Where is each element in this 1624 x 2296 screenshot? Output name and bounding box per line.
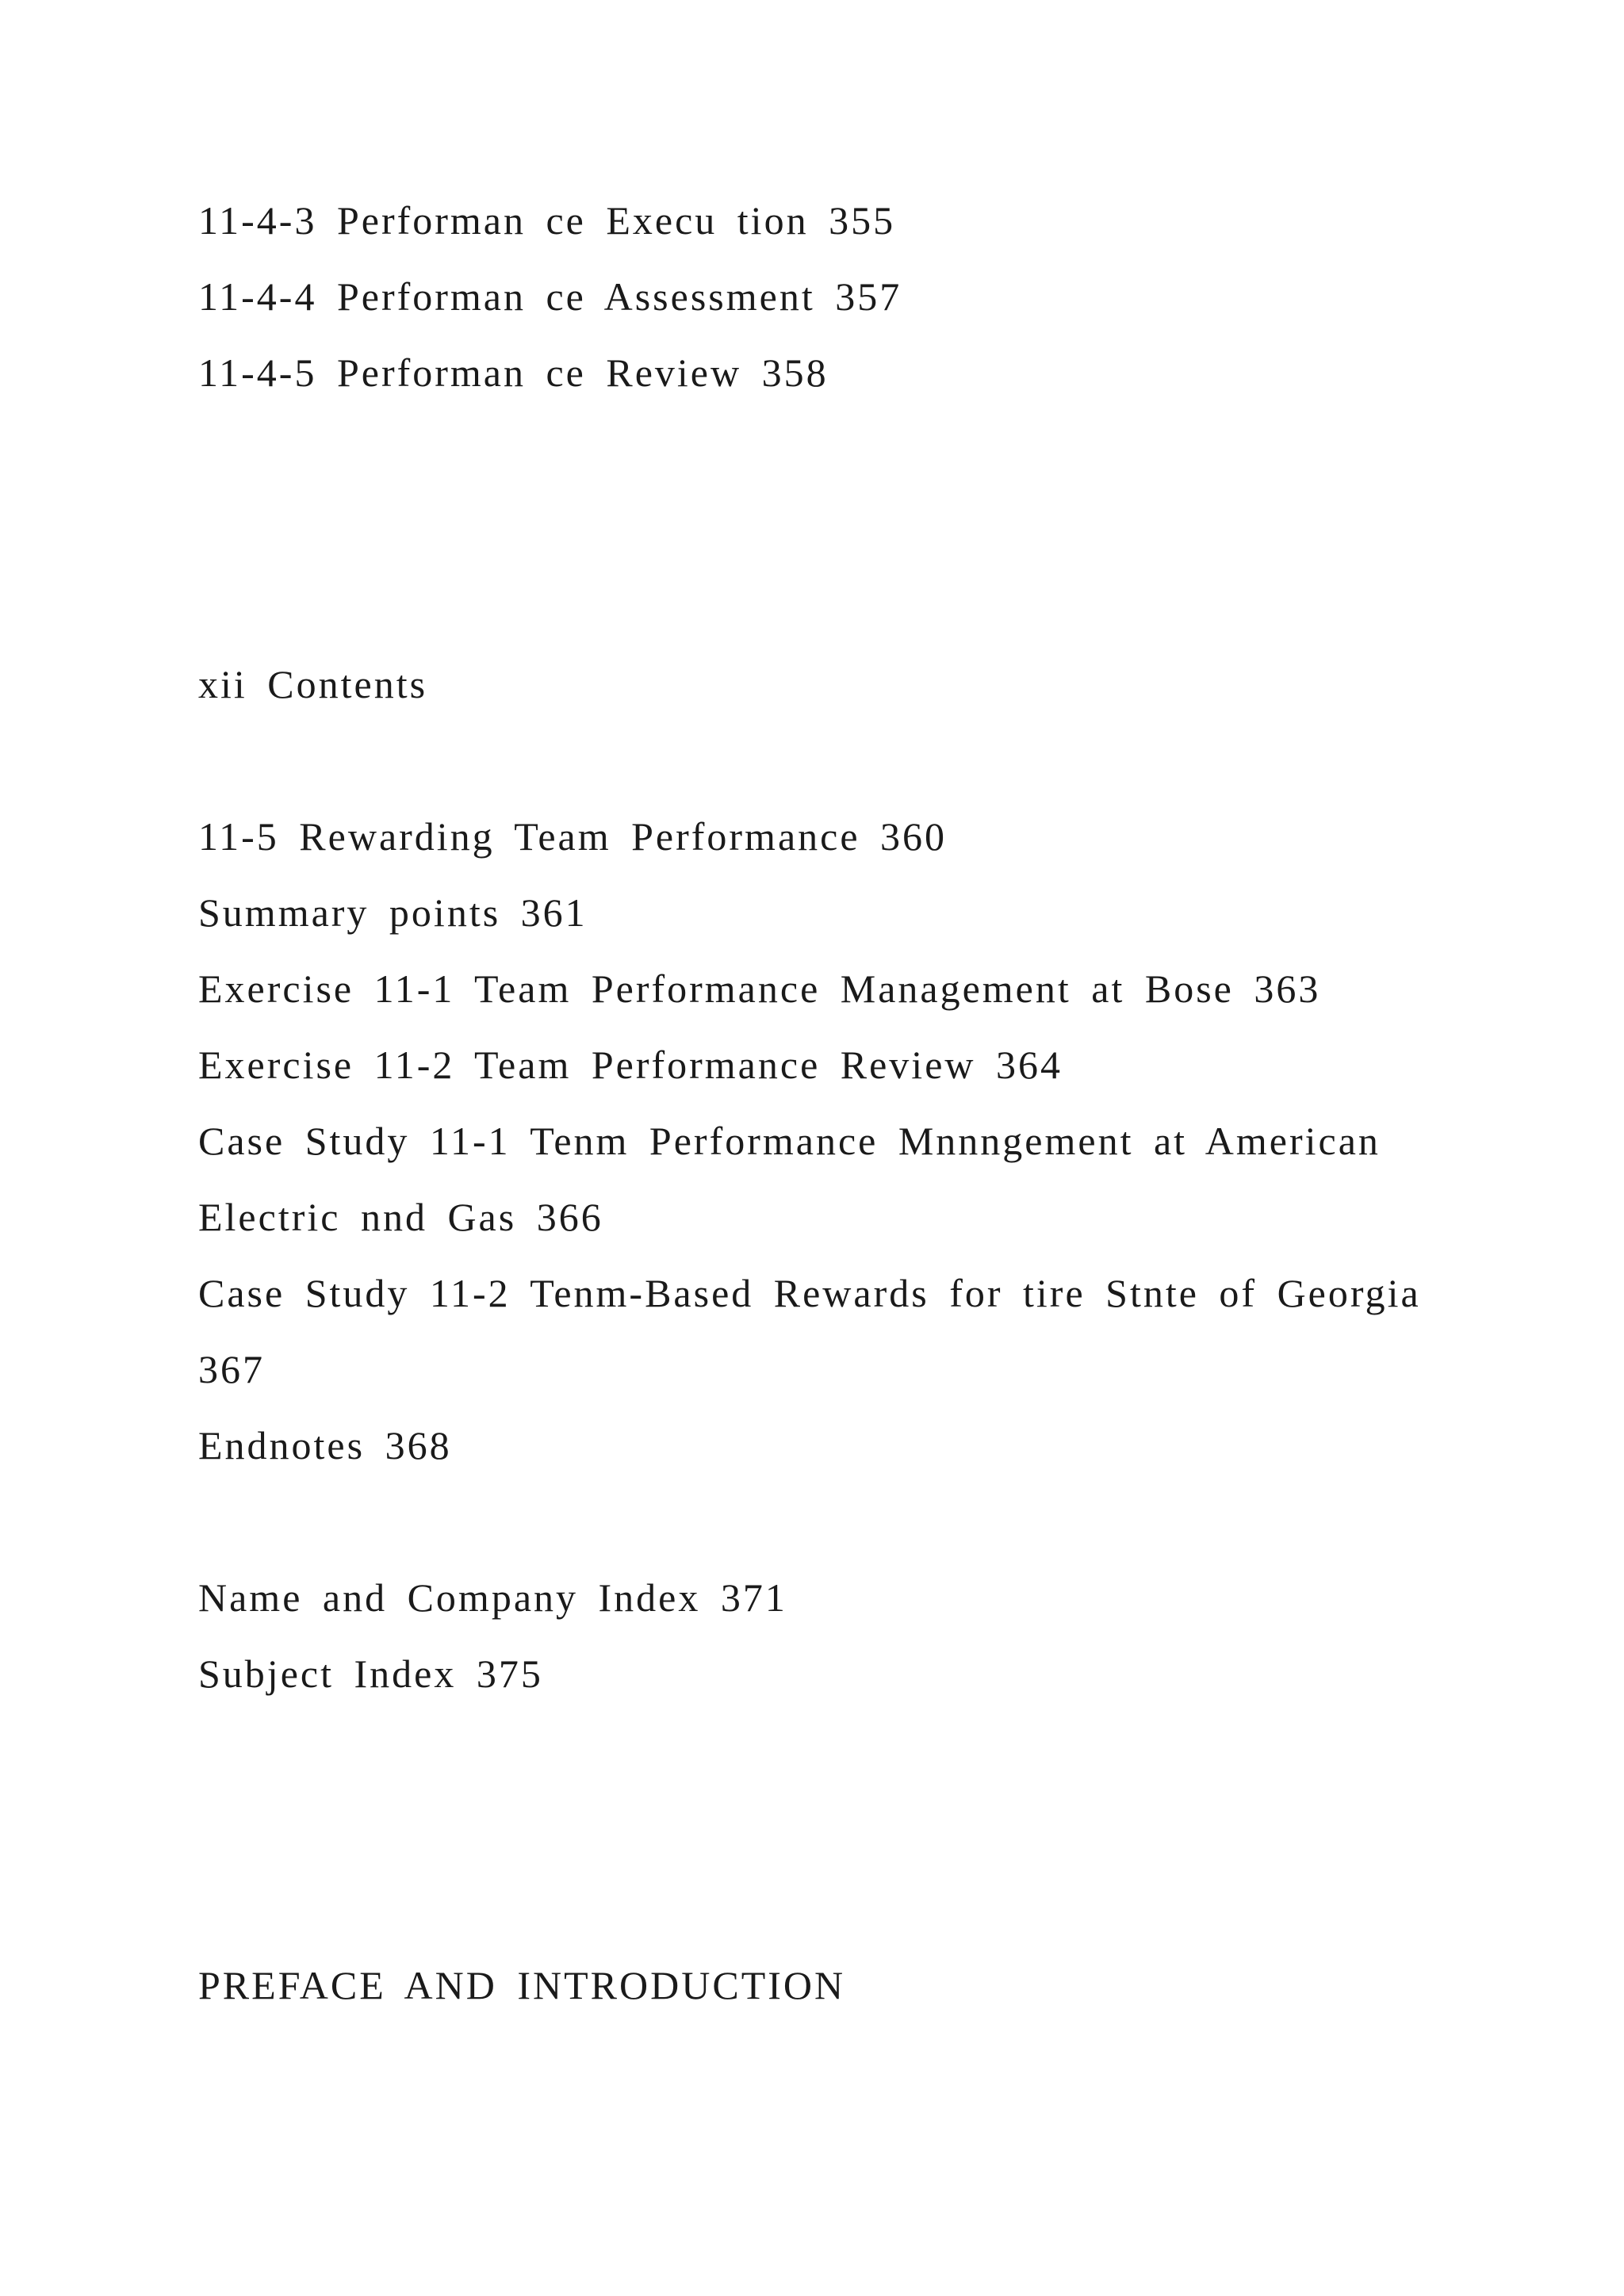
toc-entry-11-4-5: 11-4-5 Performan ce Review 358: [198, 350, 829, 395]
toc-entry-summary-points: Summary points 361: [198, 890, 588, 935]
section-heading: PREFACE AND INTRODUCTION: [198, 1963, 846, 2007]
toc-entry-exercise-11-2: Exercise 11-2 Team Performance Review 364: [198, 1043, 1063, 1087]
toc-entry-name-company-index: Name and Company Index 371: [198, 1575, 787, 1620]
toc-entry-11-5: 11-5 Rewarding Team Performance 360: [198, 814, 948, 859]
toc-entry-11-4-4: 11-4-4 Performan ce Assessment 357: [198, 274, 902, 319]
toc-entry-subject-index: Subject Index 375: [198, 1651, 543, 1696]
toc-entry-case-study-11-1-cont: Electric nnd Gas 366: [198, 1195, 603, 1239]
toc-entry-exercise-11-1: Exercise 11-1 Team Performance Management at Bose 363: [198, 966, 1321, 1011]
toc-entry-11-4-3: 11-4-3 Performan ce Execu tion 355: [198, 198, 896, 243]
toc-entry-case-study-11-1: Case Study 11-1 Tenm Performance Mnnngement at American: [198, 1119, 1381, 1163]
toc-entry-endnotes: Endnotes 368: [198, 1423, 452, 1468]
running-header: xii Contents: [198, 662, 428, 706]
toc-entry-case-study-11-2: Case Study 11-2 Tenm-Based Rewards for tire Stnte of Georgia: [198, 1271, 1421, 1315]
toc-entry-case-study-11-2-cont: 367: [198, 1347, 265, 1391]
